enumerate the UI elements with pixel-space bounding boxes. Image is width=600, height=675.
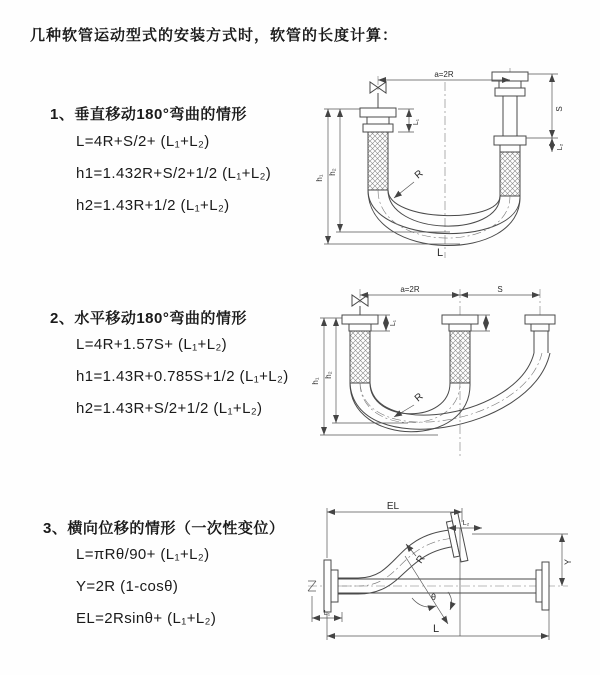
section-3-heading: 3、横向位移的情形（一次性变位） bbox=[43, 520, 285, 537]
dim-label-r: R bbox=[414, 553, 428, 566]
dim-label-l: L bbox=[437, 247, 444, 259]
hose-arcs bbox=[368, 190, 520, 246]
dimension-lines bbox=[312, 501, 573, 640]
section-1-heading: 1、垂直移动180°弯曲的情形 bbox=[50, 106, 247, 123]
formula-line: h2=1.43R+S/2+1/2 (L₁+L₂) bbox=[76, 400, 263, 417]
dim-label-h1: h₁ bbox=[315, 174, 324, 182]
page-title: 几种软管运动型式的安装方式时，软管的长度计算： bbox=[30, 27, 399, 44]
formula-line: h1=1.43R+0.785S+1/2 (L₁+L₂) bbox=[76, 368, 289, 385]
dim-label-a2r: a=2R bbox=[434, 70, 454, 79]
dimension-lines bbox=[315, 70, 564, 259]
section-2-heading: 2、水平移动180°弯曲的情形 bbox=[50, 310, 247, 327]
diagram-horizontal-180 bbox=[308, 283, 590, 461]
dim-label-s: S bbox=[555, 106, 564, 112]
braided-hose bbox=[368, 132, 388, 190]
dim-label-a2r: a=2R bbox=[400, 285, 420, 294]
braided-hose bbox=[350, 331, 370, 383]
braided-hose bbox=[450, 331, 470, 383]
dim-label-h2: h₂ bbox=[324, 371, 333, 379]
valve-icon bbox=[370, 82, 386, 108]
formula-line: EL=2Rsinθ+ (L₁+L₂) bbox=[76, 610, 217, 627]
section-2-formulas bbox=[76, 329, 289, 425]
formula-line: L=4R+1.57S+ (L₁+L₂) bbox=[76, 336, 228, 353]
dim-label-l: L bbox=[432, 623, 440, 635]
dim-label-l2: L₂ bbox=[462, 520, 470, 527]
diagram-lateral-displacement bbox=[300, 498, 590, 650]
dim-label-el: EL bbox=[386, 501, 400, 512]
flange-fitting-middle bbox=[442, 315, 478, 383]
dim-label-y: Y bbox=[563, 558, 573, 566]
formula-line: h1=1.432R+S/2+1/2 (L₁+L₂) bbox=[76, 165, 272, 182]
dim-label-r: R bbox=[412, 391, 426, 405]
braided-hose bbox=[500, 152, 520, 196]
dim-label-h1: h₁ bbox=[311, 377, 320, 385]
dimension-lines bbox=[311, 285, 540, 435]
section-3-formulas bbox=[76, 539, 216, 635]
dim-label-l1: L₁ bbox=[390, 319, 397, 327]
flange-fitting-left bbox=[360, 108, 396, 190]
curved-hose bbox=[338, 530, 458, 594]
dim-label-r: R bbox=[412, 168, 426, 182]
flange-fitting-right bbox=[525, 315, 555, 353]
section-1-formulas bbox=[76, 126, 271, 222]
dim-label-theta: θ bbox=[431, 592, 437, 602]
flange-fitting-left bbox=[324, 560, 338, 612]
dim-label-s: S bbox=[497, 285, 503, 294]
centerlines bbox=[378, 68, 510, 258]
formula-line: L=πRθ/90+ (L₁+L₂) bbox=[76, 546, 210, 563]
formula-line: L=4R+S/2+ (L₁+L₂) bbox=[76, 133, 210, 150]
dim-label-h2: h₂ bbox=[328, 168, 337, 176]
flange-fitting-right bbox=[492, 72, 528, 196]
flange-fitting-left bbox=[342, 315, 378, 383]
formula-line: h2=1.43R+1/2 (L₁+L₂) bbox=[76, 197, 230, 214]
dim-label-l1: L₁ bbox=[323, 610, 331, 617]
diagram-vertical-180 bbox=[310, 66, 580, 262]
dim-label-l1: L₁ bbox=[413, 118, 420, 126]
dim-label-l2: L₂ bbox=[557, 143, 564, 151]
formula-line: Y=2R (1-cosθ) bbox=[76, 578, 179, 595]
